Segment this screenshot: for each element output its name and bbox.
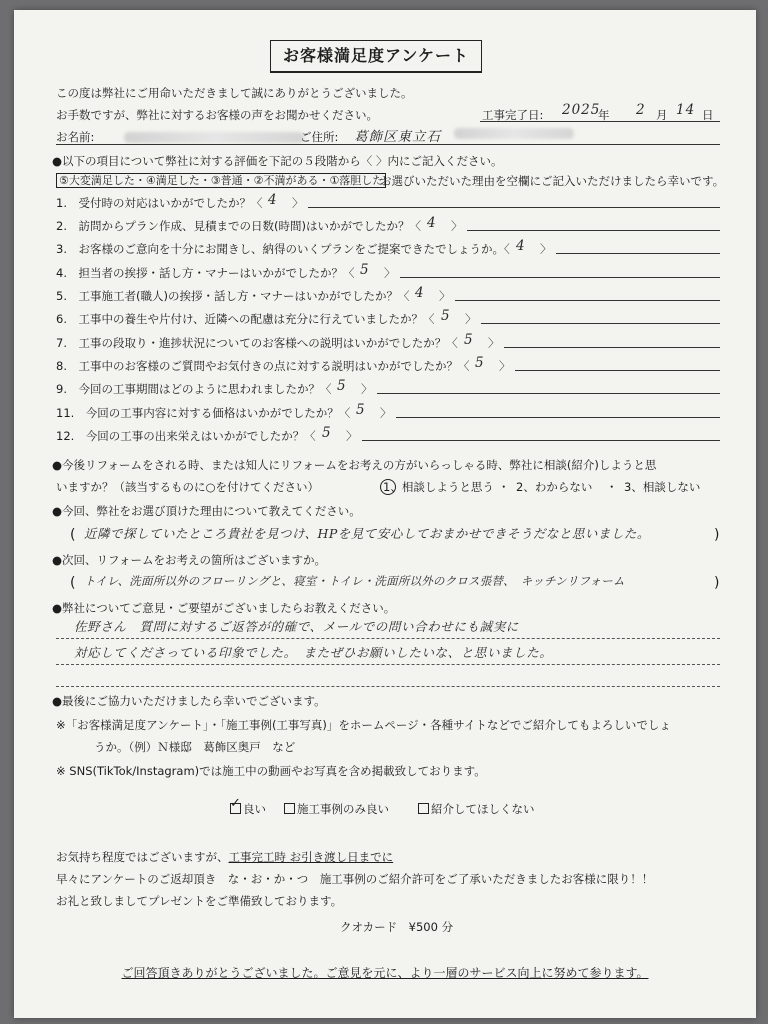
reason-answer: 近隣で探していたところ貴社を見つけ、HPを見て安心しておまかせできそうだなと思いました。 [84,526,650,541]
option-cases-only: 施工事例のみ良い [284,802,389,816]
question-close: 〉 [451,219,463,233]
name-label: お名前: [56,130,95,144]
referral-option-1: 1、相談しようと思う [383,480,494,494]
reason-heading: ●今回、弊社をお選び頂けた理由について教えてください。 [52,504,361,518]
option-no: 紹介してほしくない [418,802,535,816]
checked-checkbox-icon [230,803,241,814]
question-text: 8. 工事中のお客様のご質問やお気付きの点に対する説明はいかがでしたか？〈 [56,359,470,373]
question-close: 〉 [361,382,373,396]
question-answer: 5 [475,355,485,371]
question-close: 〉 [380,406,392,420]
cooperation-note-2: ※ SNS(TikTok/Instagram)では施工中の動画やお写真を含め掲載致しております。 [56,764,486,778]
survey-sheet [14,10,756,1018]
question-answer: 5 [322,425,332,441]
next-reform-open: ( [70,575,76,591]
completion-date-label: 工事完了日: [482,108,544,122]
opinion-rule-2 [56,664,720,665]
question-close: 〉 [384,266,396,280]
intro-line-2: お手数ですが、弊社に対するお客様の声をお聞かせください。 [56,108,378,122]
gift-line-3: お礼と致しましてプレゼントをご準備致しております。 [56,894,343,908]
opinion-rule-3 [56,686,720,687]
question-close: 〉 [465,312,477,326]
checkbox-icon [284,803,295,814]
question-answer: 4 [268,192,278,208]
answer-line [362,440,720,441]
question-answer: 4 [415,285,425,301]
rating-reason-note: お選びいただいた理由を空欄にご記入いただけましたら幸いです。 [380,174,725,188]
completion-day: 14 [676,102,696,118]
question-answer: 5 [441,308,451,324]
cooperation-note-1b: うか。（例）Ｎ様邸 葛飾区奥戸 など [94,740,296,754]
redacted-address [454,128,574,139]
question-close: 〉 [540,242,552,256]
next-reform-heading: ●次回、リフォームをお考えの箇所はございますか。 [52,553,326,567]
question-text: 1. 受付時の対応はいかがでしたか？〈 [56,196,263,210]
gift-card: クオカード ¥500 分 [340,920,454,934]
referral-option-3: 3、相談しない [624,480,701,494]
page-title: お客様満足度アンケート [270,40,482,73]
answer-line [467,230,720,231]
question-text: 4. 担当者の挨拶・話し方・マナーはいかがでしたか？〈 [56,266,355,280]
checkbox-icon [418,803,429,814]
question-close: 〉 [499,359,511,373]
opinion-rule-1 [56,638,720,639]
question-text: 12. 今回の工事の出来栄えはいかがでしたか？〈 [56,429,316,443]
day-unit: 日 [702,108,714,122]
closing-thanks: ご回答頂きありがとうございました。ご意見を元に、より一層のサービス向上に努めて参ります。 [121,966,649,980]
question-close: 〉 [439,289,451,303]
opinion-line-1: 佐野さん 質問に対するご返答が的確で、メールでの問い合わせにも誠実に [74,619,519,634]
question-text: 11. 今回の工事内容に対する価格はいかがでしたか？〈 [56,406,351,420]
answer-line [455,300,720,301]
gift-line-1: お気持ち程度ではございますが、工事完工時 お引き渡し日までに [56,850,394,864]
address-label: ご住所: [300,130,339,144]
referral-separator-2: ・ [606,480,618,494]
question-text: 9. 今回の工事期間はどのように思われましたか？〈 [56,382,332,396]
question-answer: 5 [464,332,474,348]
completion-month: 2 [636,102,646,118]
rating-scale: ⑤大変満足した・④満足した・③普通・②不満がある・①落胆した [56,173,386,188]
cooperation-heading: ●最後にご協力いただけましたら幸いでございます。 [52,694,326,708]
intro-line-1: この度は弊社にご用命いただきまして誠にありがとうございました。 [56,86,413,100]
address-value: 葛飾区東立石 [354,129,441,145]
year-unit: 年 [598,108,610,122]
gift-line-2: 早々にアンケートのご返却頂き な・お・か・つ 施工事例のご紹介許可をご了承いただきましたお客様に限り！！ [56,872,654,886]
answer-line [396,417,720,418]
referral-line-1: ●今後リフォームをされる時、または知人にリフォームをお考えの方がいらっしゃる時、弊社に相談(紹介)しようと思 [52,458,657,472]
next-reform-answer: トイレ、洗面所以外のフローリングと、寝室・トイレ・洗面所以外のクロス張替、 キッチンリフォーム [84,574,625,588]
question-text: 3. お客様のご意向を十分にお聞きし、納得のいくプランをご提案できたでしょうか。〈 [56,242,510,256]
opinion-heading: ●弊社についてご意見・ご要望がございましたらお教えください。 [52,601,396,615]
question-answer: 4 [427,215,437,231]
question-answer: 5 [360,262,370,278]
answer-line [481,323,720,324]
opinion-line-2: 対応してくださっている印象でした。 またぜひお願いしたいな、と思いました。 [74,645,553,660]
option-good: ✓良い [230,802,266,816]
question-answer: 5 [337,378,347,394]
date-underline [480,121,720,122]
reason-close: ) [714,527,720,543]
answer-line [308,207,720,208]
question-close: 〉 [292,196,304,210]
completion-year: 2025 [562,102,601,118]
question-text: 6. 工事中の養生や片付け、近隣への配慮は充分に行えていましたか？〈 [56,312,435,326]
referral-option-2: 2、わからない [516,480,593,494]
answer-line [515,370,720,371]
name-address-underline [56,144,720,145]
month-unit: 月 [656,108,668,122]
cooperation-note-1a: ※「お客様満足度アンケート」・「施工事例(工事写真)」をホームページ・各種サイトなどでご紹介してもよろしいでしょ [56,718,671,732]
reason-open: ( [70,527,76,543]
question-answer: 5 [356,402,366,418]
answer-line [556,253,720,254]
answer-line [377,393,720,394]
question-text: 2. 訪問からプラン作成、見積までの日数(時間)はいかがでしたか？〈 [56,219,421,233]
answer-line [504,347,720,348]
question-close: 〉 [488,336,500,350]
referral-line-2: いますか？（該当するものに○を付けてください） [56,480,320,494]
question-text: 7. 工事の段取り・進捗状況についてのお客様への説明はいかがでしたか？〈 [56,336,458,350]
rating-instruction: ●以下の項目について弊社に対する評価を下記の５段階から〈 〉内にご記入ください。 [52,154,503,168]
question-text: 5. 工事施工者(職人)の挨拶・話し方・マナーはいかがでしたか？〈 [56,289,410,303]
referral-separator-1: ・ [498,480,510,494]
next-reform-close: ) [714,575,720,591]
question-answer: 4 [516,238,526,254]
redacted-name [124,132,304,143]
question-close: 〉 [346,429,358,443]
answer-line [400,277,720,278]
